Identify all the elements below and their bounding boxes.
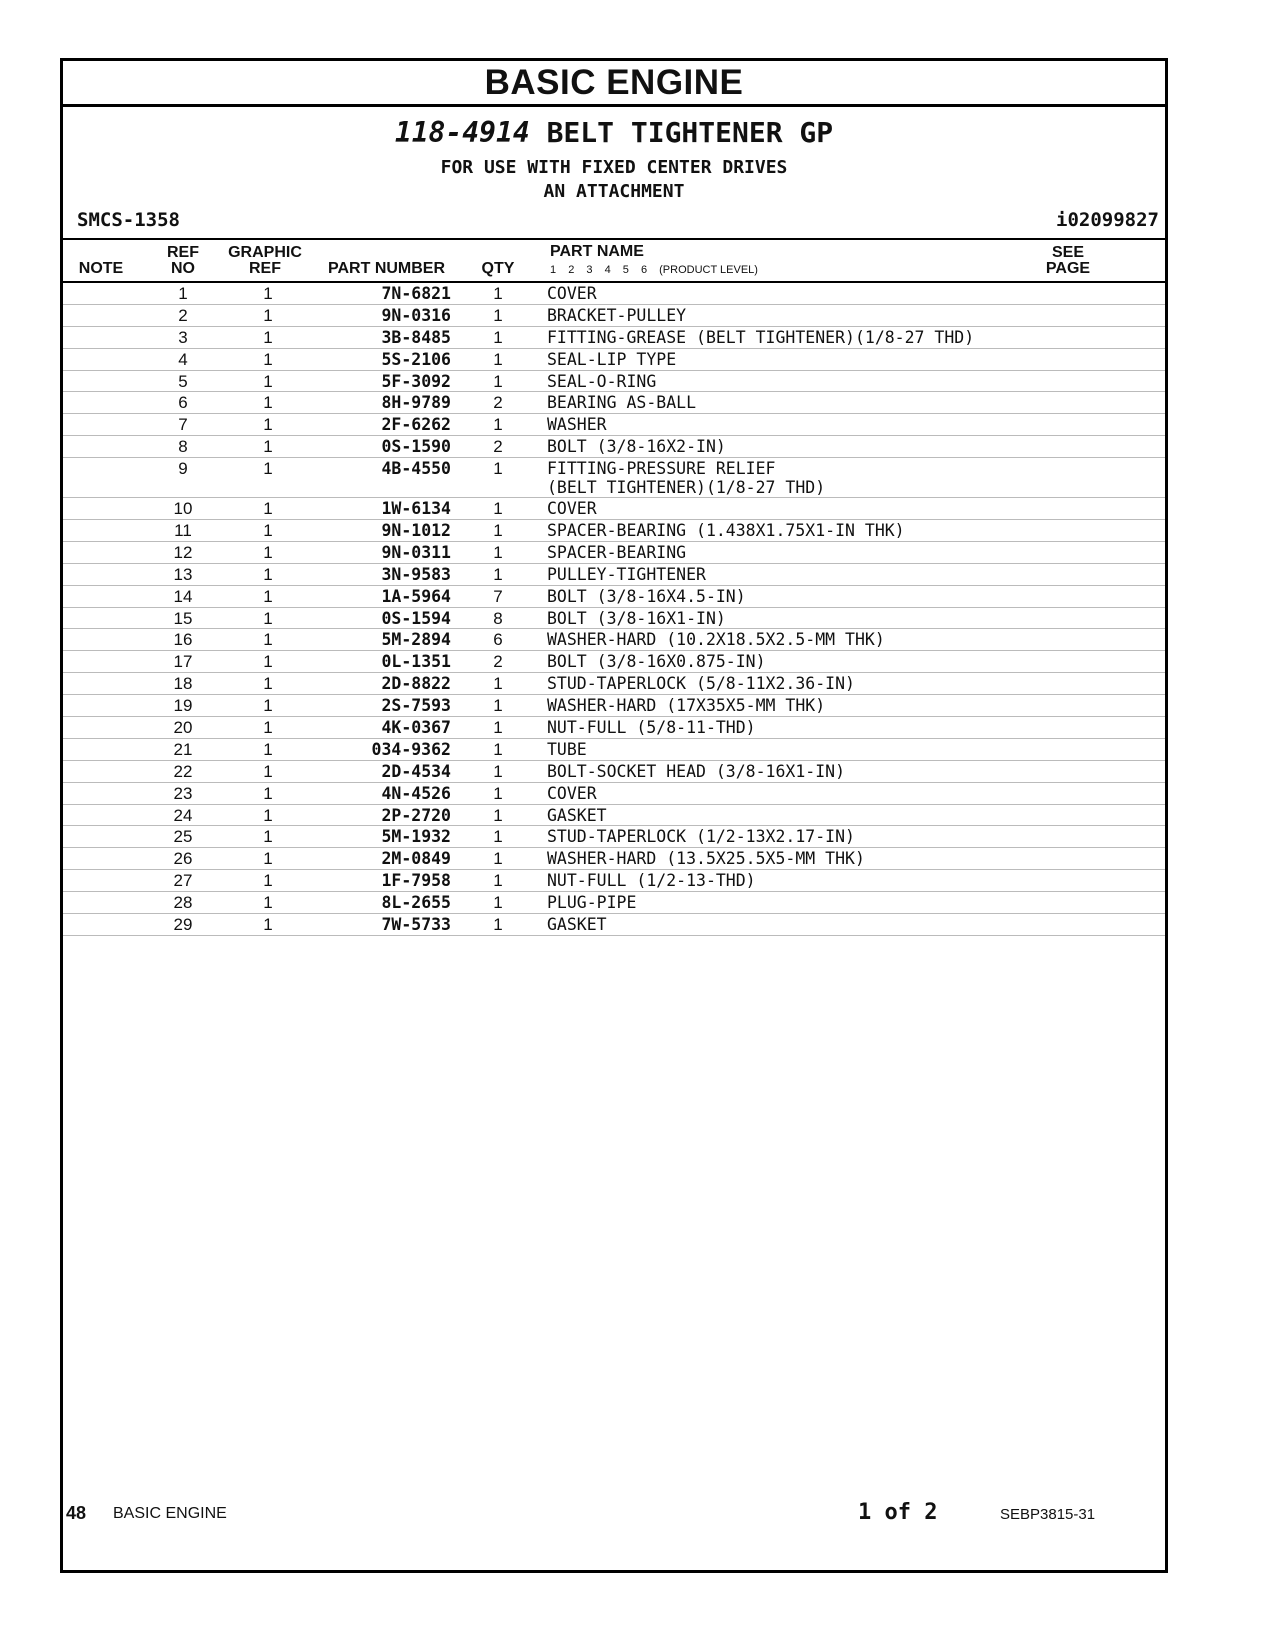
product-level-label: (PRODUCT LEVEL)	[659, 264, 758, 276]
table-row	[63, 586, 1165, 608]
table-row	[63, 651, 1165, 673]
product-level: 3	[586, 264, 593, 276]
qty-cell: 1	[493, 564, 503, 584]
ref-no-cell: 19	[173, 696, 193, 716]
ref-no-cell: 8	[178, 437, 188, 457]
qty-cell: 1	[493, 542, 503, 562]
part-name-cell: GASKET	[547, 915, 607, 935]
table-row	[63, 327, 1165, 349]
table-row	[63, 673, 1165, 695]
table-row	[63, 608, 1165, 630]
part-number-cell: 2D-4534	[381, 761, 451, 781]
qty-cell: 1	[493, 915, 503, 935]
column-header-note: NOTE	[78, 260, 124, 277]
graphic-ref-cell: 1	[263, 564, 273, 584]
table-row	[63, 305, 1165, 327]
part-number-cell: 0S-1590	[381, 437, 451, 457]
table-row	[63, 436, 1165, 458]
graphic-ref-cell: 1	[263, 284, 273, 303]
parts-table-body	[63, 283, 1165, 936]
part-number-cell: 4N-4526	[381, 783, 451, 803]
part-name-cell: COVER	[547, 783, 597, 803]
part-number-cell: 1F-7958	[381, 871, 451, 891]
graphic-ref-cell: 1	[263, 652, 273, 672]
part-number-cell: 0L-1351	[381, 652, 451, 672]
graphic-ref-cell: 1	[263, 349, 273, 369]
part-number-cell: 034-9362	[371, 739, 451, 759]
column-header-part-name: PART NAME	[550, 243, 644, 260]
qty-cell: 1	[493, 415, 503, 435]
column-header-see-page	[1033, 245, 1103, 277]
parts-list-frame	[60, 58, 1168, 1573]
graphic-ref-cell: 1	[263, 459, 273, 479]
table-row	[63, 717, 1165, 739]
part-number-cell: 7N-6821	[381, 284, 451, 303]
ref-no-cell: 10	[173, 499, 193, 519]
ref-no-cell: 23	[173, 783, 193, 803]
graphic-ref-cell: 1	[263, 499, 273, 519]
part-name-cell: SEAL-O-RING	[547, 371, 657, 391]
part-name-cell: BOLT (3/8-16X4.5-IN)	[547, 586, 746, 606]
qty-cell: 1	[493, 696, 503, 716]
qty-cell: 2	[493, 652, 503, 672]
ref-no-cell: 16	[173, 630, 193, 650]
table-row	[63, 349, 1165, 371]
header-text: SEE	[1051, 244, 1084, 261]
qty-cell: 1	[493, 371, 503, 391]
graphic-ref-cell: 1	[263, 521, 273, 541]
ref-no-cell: 29	[173, 915, 193, 935]
product-level: 2	[568, 264, 575, 276]
group-title	[63, 116, 1165, 149]
part-number-cell: 7W-5733	[381, 915, 451, 935]
part-name-cell: GASKET	[547, 805, 607, 825]
part-number-cell: 0S-1594	[381, 608, 451, 628]
column-header-qty: QTY	[481, 260, 515, 277]
product-level: 5	[622, 264, 629, 276]
ref-no-cell: 26	[173, 849, 193, 869]
ref-no-cell: 14	[173, 586, 193, 606]
part-number-cell: 4K-0367	[381, 718, 451, 738]
part-number-cell: 5F-3092	[381, 371, 451, 391]
graphic-ref-cell: 1	[263, 783, 273, 803]
qty-cell: 1	[493, 305, 503, 325]
footer-document-number: SEBP3815-31	[1000, 1506, 1096, 1523]
group-name: BELT TIGHTENER GP	[546, 116, 834, 149]
part-number-cell: 2M-0849	[381, 849, 451, 869]
table-row	[63, 498, 1165, 520]
part-number-cell: 3N-9583	[381, 564, 451, 584]
footer-section-name: BASIC ENGINE	[113, 1505, 227, 1522]
table-row	[63, 739, 1165, 761]
part-name-cell: STUD-TAPERLOCK (1/2-13X2.17-IN)	[547, 827, 855, 847]
product-level: 1	[550, 264, 557, 276]
ref-no-cell: 15	[173, 608, 193, 628]
smcs-code: SMCS-1358	[77, 209, 180, 231]
qty-cell: 1	[493, 761, 503, 781]
footer-page-number: 48	[66, 1503, 87, 1523]
qty-cell: 1	[493, 827, 503, 847]
header-text: GRAPHIC	[228, 244, 302, 261]
table-row	[63, 826, 1165, 848]
graphic-ref-cell: 1	[263, 805, 273, 825]
qty-cell: 1	[493, 349, 503, 369]
graphic-ref-cell: 1	[263, 893, 273, 913]
table-row	[63, 870, 1165, 892]
ref-no-cell: 11	[174, 521, 192, 541]
qty-cell: 1	[493, 521, 503, 541]
table-row	[63, 695, 1165, 717]
ref-no-cell: 6	[178, 393, 188, 413]
part-number-cell: 2P-2720	[381, 805, 451, 825]
part-number-cell: 1A-5964	[381, 586, 451, 606]
ref-no-cell: 20	[173, 718, 193, 738]
qty-cell: 1	[493, 871, 503, 891]
part-name-cell: BOLT (3/8-16X0.875-IN)	[547, 652, 766, 672]
graphic-ref-cell: 1	[263, 608, 273, 628]
part-name-cell: BOLT (3/8-16X2-IN)	[547, 437, 726, 457]
table-row	[63, 761, 1165, 783]
part-name-cell: FITTING-PRESSURE RELIEF (BELT TIGHTENER)(1/8-27 THD)	[547, 459, 826, 498]
column-header-ref-no	[163, 245, 203, 277]
table-row	[63, 805, 1165, 827]
qty-cell: 1	[493, 718, 503, 738]
column-header-part-number: PART NUMBER	[328, 260, 446, 277]
section-title: BASIC ENGINE	[63, 61, 1165, 107]
qty-cell: 1	[493, 674, 503, 694]
table-row	[63, 283, 1165, 305]
part-name-cell: BOLT-SOCKET HEAD (3/8-16X1-IN)	[547, 761, 846, 781]
table-row	[63, 458, 1165, 498]
ref-no-cell: 18	[173, 674, 193, 694]
graphic-ref-cell: 1	[263, 542, 273, 562]
qty-cell: 1	[493, 284, 503, 303]
part-number-cell: 4B-4550	[381, 459, 451, 479]
table-row	[63, 414, 1165, 436]
ref-no-cell: 25	[173, 827, 193, 847]
table-row	[63, 392, 1165, 414]
qty-cell: 2	[493, 437, 503, 457]
qty-cell: 1	[493, 327, 503, 347]
graphic-ref-cell: 1	[263, 393, 273, 413]
ref-no-cell: 13	[173, 564, 193, 584]
graphic-ref-cell: 1	[263, 371, 273, 391]
table-row	[63, 848, 1165, 870]
part-name-cell: SEAL-LIP TYPE	[547, 349, 677, 369]
header-text: PAGE	[1045, 260, 1091, 277]
qty-cell: 1	[493, 739, 503, 759]
product-level: 4	[604, 264, 611, 276]
part-name-cell: BEARING AS-BALL	[547, 393, 697, 413]
group-subtitle-2: AN ATTACHMENT	[543, 181, 685, 202]
qty-cell: 6	[493, 630, 503, 650]
part-name-cell: PLUG-PIPE	[547, 893, 637, 913]
part-name-cell: SPACER-BEARING (1.438X1.75X1-IN THK)	[547, 521, 905, 541]
graphic-ref-cell: 1	[263, 696, 273, 716]
qty-cell: 7	[493, 586, 503, 606]
part-number-cell: 5M-1932	[381, 827, 451, 847]
graphic-ref-cell: 1	[263, 305, 273, 325]
ref-no-cell: 4	[178, 349, 188, 369]
table-row	[63, 542, 1165, 564]
part-number-cell: 5M-2894	[381, 630, 451, 650]
ref-no-cell: 27	[173, 871, 193, 891]
graphic-ref-cell: 1	[263, 871, 273, 891]
part-number-cell: 9N-0316	[381, 305, 451, 325]
ref-no-cell: 24	[173, 805, 193, 825]
graphic-ref-cell: 1	[263, 415, 273, 435]
part-name-cell: STUD-TAPERLOCK (5/8-11X2.36-IN)	[547, 674, 855, 694]
qty-cell: 2	[493, 393, 503, 413]
header-text: NO	[171, 260, 195, 277]
header-text: REF	[249, 260, 281, 277]
header-text: REF	[167, 244, 199, 261]
graphic-ref-cell: 1	[263, 849, 273, 869]
part-number-cell: 8H-9789	[381, 393, 451, 413]
part-number-cell: 9N-0311	[381, 542, 451, 562]
part-name-cell: COVER	[547, 284, 597, 303]
table-row	[63, 564, 1165, 586]
part-name-cell: WASHER-HARD (17X35X5-MM THK)	[547, 696, 826, 716]
graphic-ref-cell: 1	[263, 674, 273, 694]
part-number-cell: 3B-8485	[381, 327, 451, 347]
part-number-cell: 1W-6134	[381, 499, 451, 519]
part-name-cell: SPACER-BEARING	[547, 542, 687, 562]
part-number-cell: 2S-7593	[381, 696, 451, 716]
qty-cell: 1	[493, 805, 503, 825]
table-row	[63, 520, 1165, 542]
part-name-cell: FITTING-GREASE (BELT TIGHTENER)(1/8-27 THD)	[547, 327, 975, 347]
ref-no-cell: 21	[173, 739, 193, 759]
qty-cell: 8	[493, 608, 503, 628]
ref-no-cell: 9	[178, 459, 188, 479]
ref-no-cell: 2	[178, 305, 188, 325]
ref-no-cell: 7	[178, 415, 188, 435]
graphic-ref-cell: 1	[263, 915, 273, 935]
part-name-cell: WASHER-HARD (13.5X25.5X5-MM THK)	[547, 849, 865, 869]
graphic-ref-cell: 1	[263, 761, 273, 781]
qty-cell: 1	[493, 849, 503, 869]
part-name-cell: WASHER	[547, 415, 607, 435]
part-number-cell: 8L-2655	[381, 893, 451, 913]
part-name-cell: BOLT (3/8-16X1-IN)	[547, 608, 726, 628]
graphic-ref-cell: 1	[263, 586, 273, 606]
graphic-ref-cell: 1	[263, 827, 273, 847]
table-row	[63, 914, 1165, 936]
table-row	[63, 892, 1165, 914]
ref-no-cell: 28	[173, 893, 193, 913]
qty-cell: 1	[493, 893, 503, 913]
part-number-cell: 5S-2106	[381, 349, 451, 369]
header-top-rule	[63, 238, 1165, 240]
part-number-cell: 2D-8822	[381, 674, 451, 694]
qty-cell: 1	[493, 459, 503, 479]
footer-page-of: 1 of 2	[858, 1500, 938, 1525]
graphic-ref-cell: 1	[263, 739, 273, 759]
group-subtitle-1: FOR USE WITH FIXED CENTER DRIVES	[440, 157, 788, 178]
ref-no-cell: 17	[173, 652, 193, 672]
graphic-ref-cell: 1	[263, 718, 273, 738]
part-name-cell: NUT-FULL (5/8-11-THD)	[547, 718, 756, 738]
qty-cell: 1	[493, 783, 503, 803]
part-name-cell: TUBE	[547, 739, 587, 759]
group-number: 118-4914	[394, 116, 530, 149]
part-number-cell: 9N-1012	[381, 521, 451, 541]
ref-no-cell: 1	[178, 284, 188, 303]
part-name-cell: PULLEY-TIGHTENER	[547, 564, 706, 584]
graphic-ref-cell: 1	[263, 630, 273, 650]
part-name-cell: NUT-FULL (1/2-13-THD)	[547, 871, 756, 891]
table-row	[63, 629, 1165, 651]
graphic-ref-cell: 1	[263, 327, 273, 347]
qty-cell: 1	[493, 499, 503, 519]
graphic-ref-cell: 1	[263, 437, 273, 457]
column-header-graphic-ref	[225, 245, 305, 277]
part-name-cell: WASHER-HARD (10.2X18.5X2.5-MM THK)	[547, 630, 885, 650]
ref-no-cell: 5	[178, 371, 188, 391]
part-number-cell: 2F-6262	[381, 415, 451, 435]
table-row	[63, 783, 1165, 805]
table-row	[63, 371, 1165, 393]
ref-no-cell: 22	[173, 761, 193, 781]
part-name-cell: COVER	[547, 499, 597, 519]
part-name-cell: BRACKET-PULLEY	[547, 305, 687, 325]
document-id: i02099827	[1056, 209, 1159, 231]
ref-no-cell: 3	[178, 327, 188, 347]
ref-no-cell: 12	[173, 542, 193, 562]
product-level: 6	[640, 264, 648, 276]
product-level-scale	[550, 264, 767, 276]
